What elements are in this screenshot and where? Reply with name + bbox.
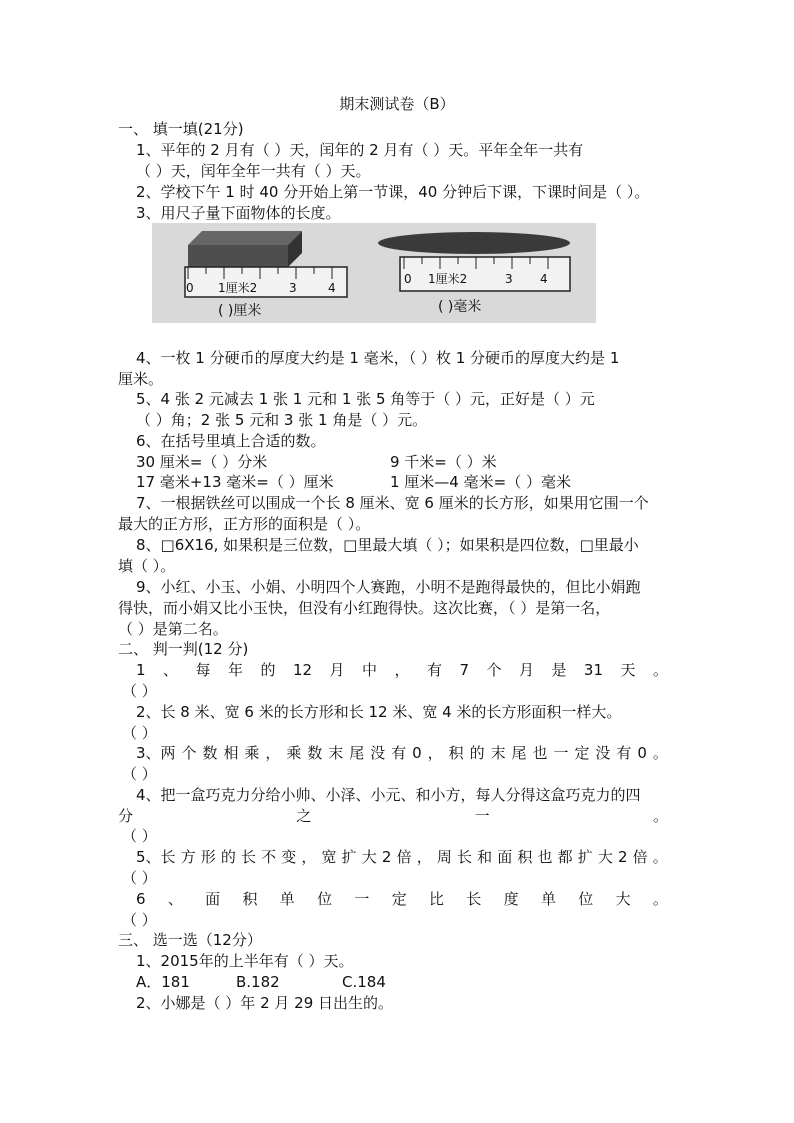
q2-1-word: 1	[136, 661, 146, 679]
left-tick-1: 1厘米2	[218, 281, 258, 295]
q2-6-line	[136, 889, 668, 909]
q2-1-word: 天	[620, 661, 636, 679]
q2-2: 2、长 8 米、宽 6 米的长方形和长 12 米、宽 4 米的长方形面积一样大。	[136, 703, 622, 721]
q1-1-line2: （ ）天，闰年全年一共有（ ）天。	[136, 162, 371, 180]
q2-3-word: 数	[307, 744, 323, 762]
q2-6-word: 6	[136, 890, 146, 908]
page-title: 期末测试卷（B）	[339, 95, 455, 113]
q2-1-word: 中	[362, 661, 378, 679]
q2-1-line	[136, 660, 668, 680]
q3-1-option-b: B.182	[236, 973, 280, 991]
q2-3-word: 尾	[511, 744, 527, 762]
q2-5-word: 周	[436, 848, 452, 866]
q2-6-word: 位	[578, 890, 594, 908]
q2-5-word: 大	[361, 848, 377, 866]
q2-3-word: 有	[391, 744, 407, 762]
q2-5-word: 也	[537, 848, 553, 866]
q2-3-word: 3、两	[136, 744, 176, 762]
left-tick-4: 4	[328, 281, 336, 295]
q2-4-line2	[118, 806, 668, 826]
q2-1-word: 是	[551, 661, 567, 679]
q2-3-word: 积	[448, 744, 464, 762]
q1-6-d: 1 厘米—4 毫米=（ ）毫米	[390, 473, 571, 491]
q2-1-word: 每	[195, 661, 211, 679]
q2-5-paren: （ ）	[122, 869, 157, 887]
q2-1-word: 月	[518, 661, 534, 679]
block-top	[188, 231, 302, 245]
q2-5-word: 2	[617, 848, 628, 866]
q2-6-word: 位	[317, 890, 333, 908]
left-ruler	[185, 267, 347, 297]
q1-4-line1: 4、一枚 1 分硬币的厚度大约是 1 毫米，（ ）枚 1 分硬币的厚度大约是 1	[136, 349, 620, 367]
left-tick-3: 3	[289, 281, 297, 295]
q2-6-word: 大	[615, 890, 631, 908]
q2-5-word: 扩	[577, 848, 593, 866]
q2-5-word: 倍	[396, 848, 412, 866]
ruler-figure-svg	[152, 223, 596, 323]
q2-1-word: 12	[292, 661, 313, 679]
q1-8-line1: 8、□6X16, 如果积是三位数，□里最大填（ ）；如果积是四位数，□里最小	[136, 536, 639, 554]
q2-5-word: 5、长	[136, 848, 176, 866]
q1-5-line1: 5、4 张 2 元减去 1 张 1 元和 1 张 5 角等于（ ）元，正好是（ ）元	[136, 390, 595, 408]
q3-2: 2、小娜是（ ）年 2 月 29 日出生的。	[136, 994, 394, 1012]
q1-8-line2: 填（ ）。	[118, 557, 176, 575]
q2-5-word: 倍	[632, 848, 648, 866]
q2-5-word: 和	[477, 848, 493, 866]
q1-6-c: 17 毫米+13 毫米=（ ）厘米	[136, 473, 334, 491]
block-object	[188, 245, 288, 267]
q2-5-word: 长	[241, 848, 257, 866]
q2-1-word: 有	[426, 661, 442, 679]
right-tick-1: 1厘米2	[428, 272, 468, 286]
q2-3-word: 数	[202, 744, 218, 762]
q2-5-word: ，	[301, 848, 317, 866]
q2-1-word: 。	[652, 661, 668, 679]
q2-1-word: 7	[459, 661, 469, 679]
q2-5-word: 积	[517, 848, 533, 866]
q2-6-word: 积	[242, 890, 258, 908]
q2-6-word: 比	[429, 890, 445, 908]
q2-5-word: 宽	[321, 848, 337, 866]
q2-3-word: 末	[328, 744, 344, 762]
q2-5-word: 扩	[341, 848, 357, 866]
q2-2-paren: （ ）	[122, 724, 157, 742]
q2-3-word: 。	[652, 744, 668, 762]
q2-1-word: 31	[583, 661, 604, 679]
q2-5-word: 面	[497, 848, 513, 866]
q2-1-word: ，	[394, 661, 410, 679]
q1-6-b: 9 千米=（ ）米	[390, 453, 497, 471]
q2-1-paren: （ ）	[122, 682, 157, 700]
right-tick-0: 0	[404, 272, 412, 286]
q2-4-word: 分	[118, 807, 134, 825]
q2-1-word: 年	[227, 661, 243, 679]
q2-3-word: 0	[412, 744, 422, 762]
q1-6: 6、在括号里填上合适的数。	[136, 432, 326, 450]
q2-3-word: ，	[427, 744, 443, 762]
q2-5-word: 的	[220, 848, 236, 866]
q2-1-word: 的	[260, 661, 276, 679]
q2-3-word: 个	[181, 744, 197, 762]
q2-3-word: 有	[616, 744, 632, 762]
section1-heading: 一、 填一填(21分)	[118, 120, 244, 138]
q2-3-line	[136, 743, 668, 763]
q2-5-word: 不	[261, 848, 277, 866]
q2-5-word: 形	[200, 848, 216, 866]
q2-3-word: 没	[370, 744, 386, 762]
q1-1-line1: 1、平年的 2 月有（ ）天，闰年的 2 月有（ ）天。平年全年一共有	[136, 141, 584, 159]
q2-3-word: 0	[637, 744, 647, 762]
q1-3: 3、用尺子量下面物体的长度。	[136, 204, 341, 222]
q2-6-word: 。	[652, 890, 668, 908]
q2-6-word: 、	[167, 890, 183, 908]
q2-3-word: 也	[532, 744, 548, 762]
q2-1-word: 月	[329, 661, 345, 679]
q1-5-line2: （ ）角；2 张 5 元和 3 张 1 角是（ ）元。	[136, 411, 428, 429]
q2-4-line1: 4、把一盒巧克力分给小帅、小泽、小元、和小方，每人分得这盒巧克力的四	[136, 786, 641, 804]
q2-3-word: 一	[553, 744, 569, 762]
q2-6-word: 长	[466, 890, 482, 908]
q2-5-word: 变	[281, 848, 297, 866]
q1-2: 2、学校下午 1 时 40 分开始上第一节课，40 分钟后下课，下课时间是（ ）。	[136, 183, 650, 201]
q1-9-line3: （ ）是第二名。	[118, 620, 228, 638]
q2-3-word: 的	[469, 744, 485, 762]
ruler-figure	[152, 223, 596, 323]
q2-5-word: 都	[557, 848, 573, 866]
q2-5-word: 长	[456, 848, 472, 866]
q2-3-word: 没	[595, 744, 611, 762]
q1-6-a: 30 厘米=（ ）分米	[136, 453, 268, 471]
q3-1-option-c: C.184	[342, 973, 386, 991]
right-tick-4: 4	[540, 272, 548, 286]
q2-6-word: 面	[205, 890, 221, 908]
q1-7-line2: 最大的正方形，正方形的面积是（ ）。	[118, 515, 371, 533]
q1-9-line2: 得快，而小娟又比小玉快，但没有小红跑得快。这次比赛，（ ）是第一名，	[118, 599, 611, 617]
q2-6-word: 一	[354, 890, 370, 908]
q2-5-word: 方	[180, 848, 196, 866]
q2-5-word: 2	[381, 848, 392, 866]
q2-4-word: 。	[652, 807, 668, 825]
q2-1-word: 、	[163, 661, 179, 679]
q2-5-word: 大	[597, 848, 613, 866]
q2-6-word: 单	[540, 890, 556, 908]
q2-3-word: 尾	[349, 744, 365, 762]
q2-5-line	[136, 847, 668, 867]
ellipse-object	[378, 232, 570, 254]
q2-1-word: 个	[486, 661, 502, 679]
left-tick-0: 0	[186, 281, 194, 295]
right-ruler-answer: ( )毫米	[438, 299, 482, 315]
q2-3-word: ，	[265, 744, 281, 762]
right-tick-3: 3	[505, 272, 513, 286]
q2-6-paren: （ ）	[122, 911, 157, 929]
q2-4-paren: （ ）	[122, 827, 157, 845]
q2-3-paren: （ ）	[122, 765, 157, 783]
left-ruler-answer: ( )厘米	[218, 303, 262, 319]
q3-1-option-a: A．181	[136, 973, 190, 991]
section3-heading: 三、 选一选（12分）	[118, 931, 262, 949]
q3-1: 1、2015年的上半年有（ ）天。	[136, 952, 354, 970]
q2-3-word: 相	[223, 744, 239, 762]
q2-5-word: ，	[416, 848, 432, 866]
q2-4-word: 一	[474, 807, 490, 825]
q2-6-word: 度	[503, 890, 519, 908]
q1-4-line2: 厘米。	[118, 370, 164, 388]
q2-4-word: 之	[296, 807, 312, 825]
q2-3-word: 乘	[286, 744, 302, 762]
q2-6-word: 定	[391, 890, 407, 908]
q1-9-line1: 9、小红、小玉、小娟、小明四个人赛跑，小明不是跑得最快的，但比小娟跑	[136, 578, 641, 596]
section2-heading: 二、 判一判(12 分)	[118, 640, 249, 658]
q2-6-word: 单	[279, 890, 295, 908]
q2-3-word: 定	[574, 744, 590, 762]
q2-3-word: 末	[490, 744, 506, 762]
q2-5-word: 。	[652, 848, 668, 866]
q1-7-line1: 7、一根据铁丝可以围成一个长 8 厘米、宽 6 厘米的长方形，如果用它围一个	[136, 494, 649, 512]
q2-3-word: 乘	[244, 744, 260, 762]
